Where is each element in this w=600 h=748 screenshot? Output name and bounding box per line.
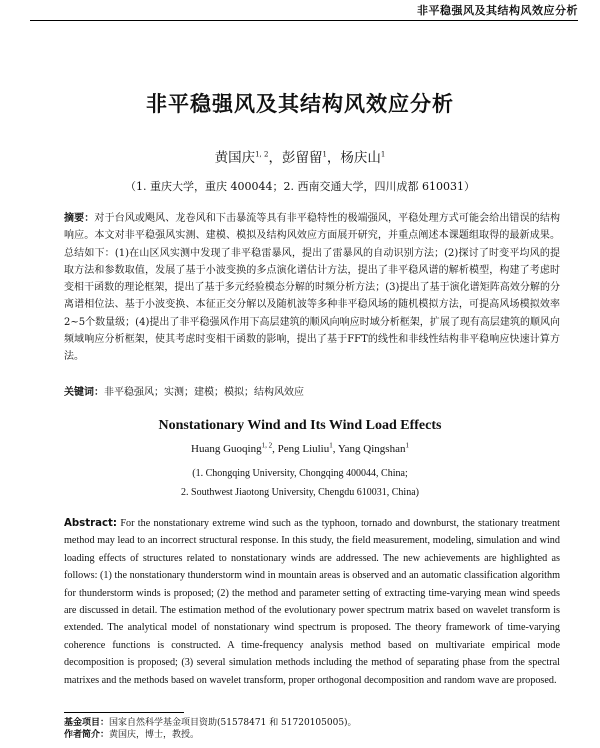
author-2-en-sup: 1 (329, 441, 333, 450)
funding-note (64, 717, 544, 729)
abstract-en-text: For the nonstationary extreme wind such as the typhoon, tornado and downburst, the stationary treatment method may lead to an incorrect structural response. In this study, the field measurement, modeling, simulation and wind loading effects of structures related to nonstationary winds are addressed. The new achievements are highlighted as follows: (1) the nonstationary thunderstorm wind in mountain areas is observed and an automatic classification algorithm for thunderstorm winds is proposed; (2) the method and parameter setting of extracting time-varying mean wind speeds are discussed in detail. The estimation method of the evolutionary power spectrum matrix based on wavelet transform is extended. The analytical model of nonstationary wind spectrum is proposed. The theory framework of time-varying coherence functions is constructed. A time-frequency analysis method based on multivariate empirical mode decomposition is proposed; (3) several simulation methods including the method of separating phase from the spectral matrixes and the methods based on wavelet transform, proper orthogonal decomposition and random wave are proposed. (64, 518, 561, 686)
abstract-en (64, 515, 560, 689)
footnotes (64, 717, 544, 741)
author-3-en: Yang Qingshan (337, 443, 406, 455)
running-header (30, 0, 578, 21)
affiliations-en (0, 464, 600, 502)
author-3-cn-sup: 1 (380, 150, 386, 159)
keywords-cn-text: 非平稳强风；实测；建模；模拟；结构风效应 (104, 387, 304, 398)
author-1-cn-sup: 1, 2 (255, 150, 269, 159)
author-sep: ， (326, 150, 341, 166)
keywords-cn-label: 关键词： (64, 387, 104, 398)
affiliations-cn: （1. 重庆大学，重庆 400044；2. 西南交通大学，四川成都 610031） (125, 180, 475, 193)
author-bio-label: 作者简介： (64, 730, 110, 740)
funding-label: 基金项目： (64, 718, 110, 728)
abstract-en-label: Abstract: (64, 518, 117, 529)
author-2-en: Peng Liuliu (277, 443, 330, 455)
running-title: 非平稳强风及其结构风效应分析 (417, 4, 578, 17)
authors-en (0, 443, 600, 455)
authors-cn (0, 146, 600, 166)
paper-title-en: Nonstationary Wind and Its Wind Load Effects (158, 418, 442, 433)
funding-text: 国家自然科学基金项目资助(51578471 和 51720105005)。 (109, 718, 357, 728)
author-sep: ， (268, 150, 282, 166)
affiliation-en-1: (1. Chongqing University, Chongqing 400044, China; (192, 468, 408, 479)
author-sep: , (272, 443, 278, 455)
author-1-cn: 黄国庆 (214, 150, 256, 166)
author-1-en-sup: 1, 2 (261, 441, 273, 450)
affiliation-en-2: 2. Southwest Jiaotong University, Chengdu 610031, China) (181, 487, 419, 498)
abstract-cn-text: 对于台风或飓风、龙卷风和下击暴流等具有非平稳特性的极端强风，平稳处理方式可能会给出错误的结构响应。本文对非平稳强风实测、建模、模拟及结构风效应方面展开研究，并重点阐述本课题组取得的最新成果。总结如下：(1)在山区风实测中发现了非平稳雷暴风，提出了雷暴风的自动识别方法；(2)探讨了时变平均风的提取方法和参数取值，发展了基于小波变换的多点演化谱估计方法，提出了非平稳风谱的解析模型，构建了考虑时变相干函数的理论框架，提出了基于多元经验模态分解的时频分析方法；(3)提出了基于演化谱矩阵高效分解的分离谱相位法、基于小波变换、本征正交分解以及随机波等多种非平稳风场的随机模拟方法，可提高风场模拟效率2~5个数量级；(4)提出了非平稳强风作用下高层建筑的顺风向响应时域分析框架，扩展了现有高层建筑的顺风向频域响应分析框架，使其考虑时变相干函数的影响，提出了基于FFT的线性和非线性结构非平稳响应快速计算方法。 (64, 213, 560, 363)
author-sep: , (332, 443, 338, 455)
author-1-en: Huang Guoqing (191, 443, 262, 455)
author-bio-note (64, 729, 544, 741)
footnote-divider (64, 712, 184, 713)
author-bio-text: 黄国庆，博士，教授。 (109, 730, 200, 740)
abstract-cn (64, 210, 560, 366)
author-3-cn: 杨庆山 (340, 150, 381, 166)
author-3-en-sup: 1 (405, 441, 409, 450)
author-2-cn-sup: 1 (322, 150, 327, 159)
author-2-cn: 彭留留 (281, 150, 323, 166)
abstract-cn-label: 摘要： (64, 213, 95, 224)
paper-title-cn: 非平稳强风及其结构风效应分析 (146, 92, 454, 116)
keywords-cn (64, 383, 560, 398)
